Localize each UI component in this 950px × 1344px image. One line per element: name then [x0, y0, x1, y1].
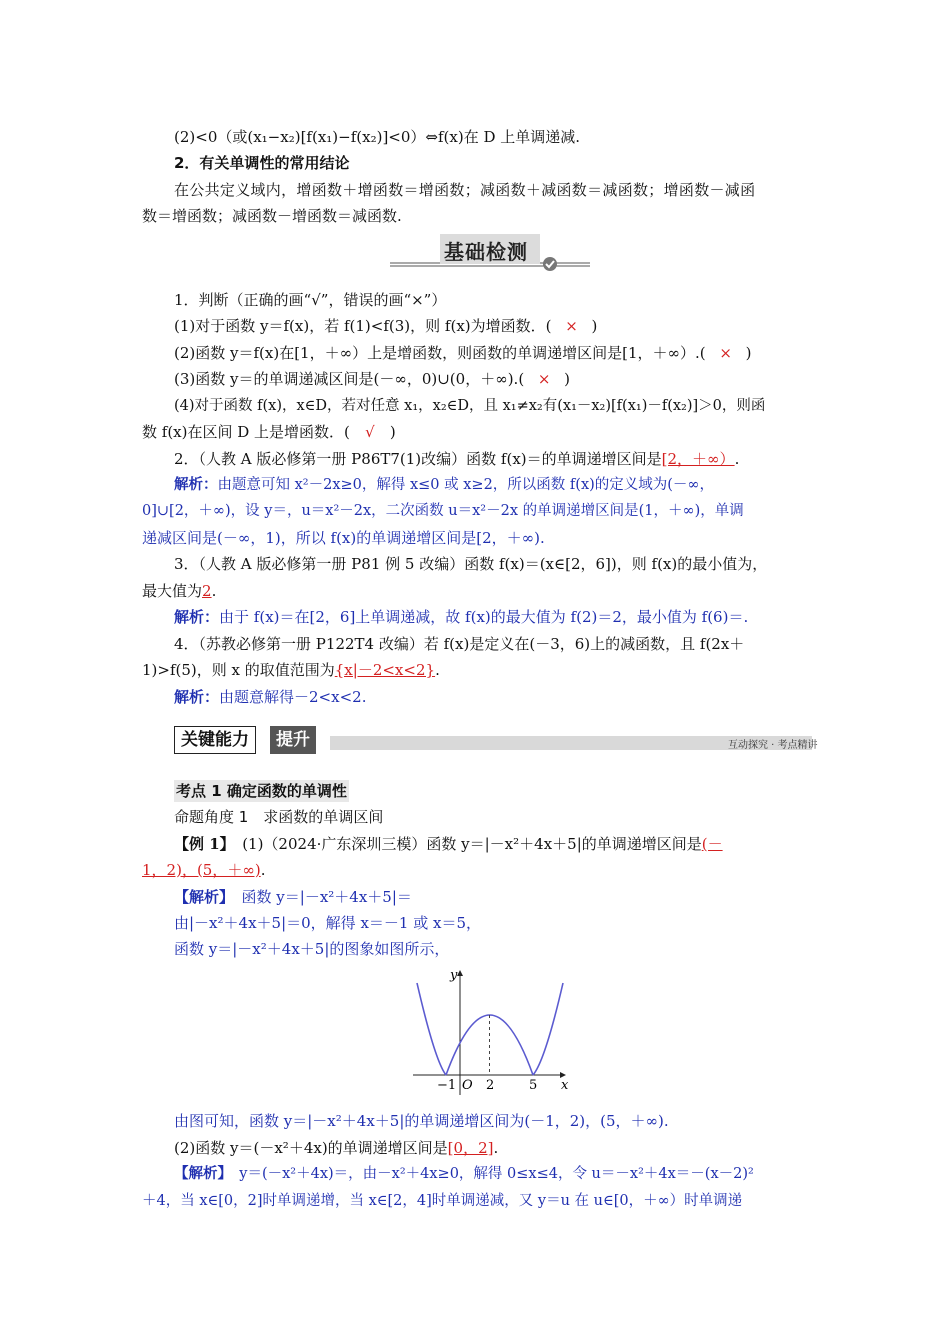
x-axis-label: x — [561, 1078, 569, 1093]
ex2-solution-2: ＋4，当 x∈[0，2]时单调递增，当 x∈[2，4]时单调递减，又 y＝u 在 u∈[0，＋∞）时单调递 — [142, 1193, 743, 1209]
ex1-stem: 【例 1】 (1)（2024·广东深圳三模）函数 y＝|－x²＋4x＋5|的单调递增区间是(－ — [174, 835, 723, 853]
q1-item-4-line-2: 数 f(x)在区间 D 上是增函数．( √ ) — [142, 423, 396, 441]
ex2-stem: (2)函数 y＝(－x²＋4x)的单调递增区间是[0，2]. — [174, 1139, 499, 1157]
ex1-answer-part-1: (－ — [701, 835, 723, 853]
q1-item-1: (1)对于函数 y＝f(x)，若 f(1)<f(3)，则 f(x)为增函数．( × ) — [174, 317, 598, 335]
q4-answer: {x|－2<x<2} — [334, 661, 436, 679]
q1-item-3: (3)函数 y＝的单调递减区间是(－∞，0)∪(0，＋∞).( × ) — [174, 370, 571, 388]
definition-decreasing: (2)<0（或(x₁−x₂)[f(x₁)−f(x₂)]<0）⇔f(x)在 D 上单调递减. — [174, 128, 581, 146]
wrong-mark-icon: × — [537, 370, 551, 388]
ex2-solution-1: 【解析】 y＝(－x²＋4x)＝，由－x²＋4x≥0，解得 0≤x≤4，令 u＝－x²＋4x＝－(x－2)² — [174, 1165, 754, 1182]
ex1-solution-4: 由图可知，函数 y＝|－x²＋4x＋5|的单调递增区间为(－1，2)，(5，＋∞). — [174, 1112, 669, 1130]
ex1-solution-1: 【解析】 函数 y＝|－x²＋4x＋5|＝ — [174, 888, 412, 906]
ex1-answer-part-2: 1，2)，(5，＋∞) — [142, 861, 261, 879]
section-title-part-1: 关键能力 — [174, 726, 256, 754]
wrong-mark-icon: × — [719, 344, 732, 362]
angle-heading: 命题角度 1 求函数的单调区间 — [174, 808, 384, 826]
origin-label: O — [462, 1078, 473, 1093]
topic-heading: 考点 1 确定函数的单调性 — [176, 782, 347, 800]
q3-stem-1: 3．（人教 A 版必修第一册 P81 例 5 改编）函数 f(x)＝(x∈[2，6])，则 f(x)的最小值为， — [174, 555, 768, 573]
check-badge-icon — [543, 257, 557, 271]
q4-stem-2: 1)>f(5)，则 x 的取值范围为{x|－2<x<2}. — [142, 661, 440, 679]
correct-mark-icon: √ — [365, 423, 375, 441]
q1-stem: 1．判断（正确的画“√”，错误的画“×”） — [174, 291, 447, 309]
conclusion-line-1: 在公共定义域内，增函数＋增函数＝增函数；减函数＋减函数＝减函数；增函数－减函 — [174, 181, 756, 199]
q2-solution-1: 解析：由题意可知 x²－2x≥0，解得 x≤0 或 x≥2，所以函数 f(x)的定义域为(－∞， — [174, 476, 715, 493]
q3-solution: 解析：由于 f(x)＝在[2，6]上单调递减，故 f(x)的最大值为 f(2)＝2，最小值为 f(6)＝. — [174, 608, 749, 626]
conclusion-line-2: 数＝增函数；减函数－增函数＝减函数. — [142, 207, 402, 225]
section-title-part-2: 提升 — [270, 726, 316, 754]
wrong-mark-icon: × — [565, 317, 578, 335]
q3-stem-2: 最大值为2. — [142, 582, 217, 600]
section-subtitle: 互动探究 · 考点精讲 — [728, 740, 818, 751]
q1-item-4-line-1: (4)对于函数 f(x)，x∈D，若对任意 x₁，x₂∈D，且 x₁≠x₂有(x₁－x₂)[f(x₁)－f(x₂)]＞0，则函 — [174, 398, 766, 414]
q2-answer: [2，＋∞） — [661, 450, 735, 468]
graph-right-branch — [533, 983, 563, 1075]
y-axis-label: y — [450, 968, 458, 983]
ex2-answer: [0，2] — [447, 1139, 494, 1157]
q4-stem-1: 4．（苏教必修第一册 P122T4 改编）若 f(x)是定义在(－3，6)上的减函数，且 f(2x＋ — [174, 635, 745, 653]
graph-left-branch — [417, 983, 446, 1075]
ex1-solution-2: 由|－x²＋4x＋5|＝0，解得 x＝－1 或 x＝5， — [174, 914, 481, 932]
q4-solution: 解析：由题意解得－2<x<2. — [174, 688, 367, 706]
ex1-solution-3: 函数 y＝|－x²＋4x＋5|的图象如图所示， — [174, 940, 450, 958]
q2-stem: 2．（人教 A 版必修第一册 P86T7(1)改编）函数 f(x)＝的单调递增区间是[2，＋∞）. — [174, 450, 740, 468]
function-graph — [405, 965, 585, 1100]
q2-solution-2: 0]∪[2，＋∞)，设 y＝，u＝x²－2x，二次函数 u＝x²－2x 的单调递增区间是(1，＋∞)，单调 — [142, 503, 744, 519]
q3-answer: 2 — [202, 582, 212, 600]
tick-label-2: 2 — [486, 1078, 495, 1093]
heading-monotonic-conclusions: 2．有关单调性的常用结论 — [174, 154, 350, 172]
q1-item-2: (2)函数 y＝f(x)在[1，＋∞）上是增函数，则函数的单调递增区间是[1，＋∞）.( × ) — [174, 344, 752, 362]
q2-solution-3: 递减区间是(－∞，1)，所以 f(x)的单调递增区间是[2，＋∞). — [142, 529, 545, 547]
tick-label-5: 5 — [529, 1078, 538, 1093]
banner-title: 基础检测 — [444, 240, 528, 264]
tick-label-neg1: −1 — [437, 1078, 457, 1093]
ex1-stem-cont: 1，2)，(5，＋∞). — [142, 861, 266, 879]
